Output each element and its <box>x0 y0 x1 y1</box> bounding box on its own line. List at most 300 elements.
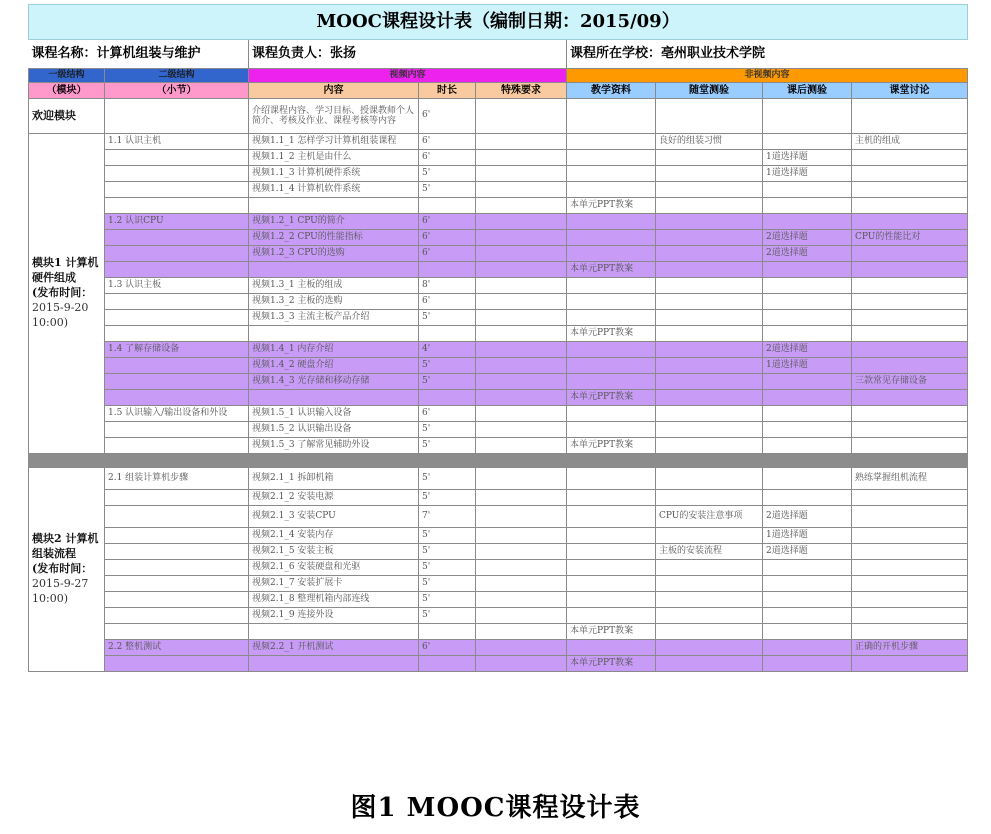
homework-cell <box>763 640 852 656</box>
discussion-cell <box>852 358 968 374</box>
discussion-cell: CPU的性能比对 <box>852 230 968 246</box>
quiz-cell <box>656 326 763 342</box>
materials-cell: 本单元PPT教案 <box>567 326 656 342</box>
quiz-cell <box>656 390 763 406</box>
special-cell <box>476 544 567 560</box>
special-cell <box>476 342 567 358</box>
table-row <box>29 374 968 390</box>
table-row <box>29 166 968 182</box>
video-content-cell <box>249 198 419 214</box>
quiz-cell <box>656 230 763 246</box>
video-content-cell: 视频2.1_6 安装硬盘和光驱 <box>249 560 419 576</box>
table-row <box>29 294 968 310</box>
duration-cell: 6' <box>419 294 476 310</box>
homework-cell <box>763 406 852 422</box>
video-content-cell <box>249 624 419 640</box>
duration-cell <box>419 390 476 406</box>
special-cell <box>476 150 567 166</box>
materials-cell <box>567 342 656 358</box>
discussion-cell <box>852 544 968 560</box>
materials-cell: 本单元PPT教案 <box>567 438 656 454</box>
duration-cell: 5' <box>419 490 476 506</box>
discussion-cell <box>852 656 968 672</box>
quiz-cell <box>656 406 763 422</box>
section-cell: 2.2 整机测试 <box>105 640 249 656</box>
materials-cell <box>567 608 656 624</box>
homework-cell <box>763 134 852 150</box>
table-row <box>29 198 968 214</box>
video-content-cell: 视频1.5_2 认识输出设备 <box>249 422 419 438</box>
special-cell <box>476 490 567 506</box>
duration-cell <box>419 262 476 278</box>
special-cell <box>476 310 567 326</box>
discussion-cell <box>852 182 968 198</box>
materials-cell <box>567 528 656 544</box>
header-video: 视频内容 <box>249 69 567 83</box>
materials-cell <box>567 468 656 490</box>
duration-cell: 6' <box>419 150 476 166</box>
discussion-cell <box>852 166 968 182</box>
header-level1: 一级结构 <box>29 69 105 83</box>
quiz-cell <box>656 358 763 374</box>
special-cell <box>476 624 567 640</box>
section-cell: 1.3 认识主板 <box>105 278 249 294</box>
table-row <box>29 262 968 278</box>
video-content-cell <box>249 390 419 406</box>
section-cell <box>105 528 249 544</box>
quiz-cell <box>656 656 763 672</box>
table-row <box>29 490 968 506</box>
duration-cell: 6' <box>419 640 476 656</box>
quiz-cell <box>656 294 763 310</box>
video-content-cell <box>249 262 419 278</box>
quiz-cell: 主板的安装流程 <box>656 544 763 560</box>
table-row <box>29 640 968 656</box>
homework-cell <box>763 576 852 592</box>
quiz-cell: 良好的组装习惯 <box>656 134 763 150</box>
materials-cell <box>567 246 656 262</box>
special-cell <box>476 576 567 592</box>
homework-cell <box>763 214 852 230</box>
discussion-cell <box>852 608 968 624</box>
duration-cell: 5' <box>419 166 476 182</box>
welcome-duration: 6' <box>419 99 476 134</box>
special-cell <box>476 262 567 278</box>
video-content-cell: 视频1.1_1 怎样学习计算机组装课程 <box>249 134 419 150</box>
video-content-cell: 视频2.2_1 开机测试 <box>249 640 419 656</box>
materials-cell <box>567 640 656 656</box>
special-cell <box>476 506 567 528</box>
discussion-cell <box>852 278 968 294</box>
special-cell <box>476 528 567 544</box>
course-design-table <box>28 4 968 672</box>
discussion-cell <box>852 390 968 406</box>
table-row <box>29 624 968 640</box>
discussion-cell: 主机的组成 <box>852 134 968 150</box>
quiz-cell <box>656 214 763 230</box>
discussion-cell <box>852 342 968 358</box>
special-cell <box>476 406 567 422</box>
materials-cell <box>567 374 656 390</box>
materials-cell <box>567 134 656 150</box>
section-cell <box>105 544 249 560</box>
table-row <box>29 576 968 592</box>
subheader-materials: 教学资料 <box>567 83 656 99</box>
module2-module-cell <box>29 468 105 672</box>
duration-cell: 4' <box>419 342 476 358</box>
homework-cell <box>763 438 852 454</box>
subheader-duration: 时长 <box>419 83 476 99</box>
module2-publish-label: (发布时间： <box>32 562 93 576</box>
quiz-cell: CPU的安装注意事项 <box>656 506 763 528</box>
materials-cell: 本单元PPT教案 <box>567 262 656 278</box>
quiz-cell <box>656 576 763 592</box>
quiz-cell <box>656 246 763 262</box>
homework-cell <box>763 656 852 672</box>
module1-module-cell <box>29 134 105 454</box>
duration-cell: 5' <box>419 422 476 438</box>
quiz-cell <box>656 640 763 656</box>
video-content-cell: 视频1.1_2 主机是由什么 <box>249 150 419 166</box>
materials-cell: 本单元PPT教案 <box>567 624 656 640</box>
section-cell <box>105 246 249 262</box>
homework-cell <box>763 608 852 624</box>
quiz-cell <box>656 310 763 326</box>
table-row <box>29 150 968 166</box>
quiz-cell <box>656 438 763 454</box>
special-cell <box>476 608 567 624</box>
discussion-cell <box>852 326 968 342</box>
section-cell: 2.1 组装计算机步骤 <box>105 468 249 490</box>
section-cell <box>105 560 249 576</box>
table-row <box>29 656 968 672</box>
header-nonvideo: 非视频内容 <box>567 69 968 83</box>
homework-cell: 2道选择题 <box>763 544 852 560</box>
homework-cell <box>763 490 852 506</box>
table-row <box>29 326 968 342</box>
special-cell <box>476 438 567 454</box>
module1-title: 模块1 计算机硬件组成 <box>32 256 99 285</box>
table-row <box>29 528 968 544</box>
discussion-cell: 三款常见存储设备 <box>852 374 968 390</box>
duration-cell <box>419 656 476 672</box>
homework-cell <box>763 294 852 310</box>
duration-cell <box>419 198 476 214</box>
discussion-cell <box>852 198 968 214</box>
quiz-cell <box>656 150 763 166</box>
duration-cell: 5' <box>419 528 476 544</box>
section-cell: 1.5 认识输入/输出设备和外设 <box>105 406 249 422</box>
section-cell <box>105 506 249 528</box>
quiz-cell <box>656 624 763 640</box>
section-cell <box>105 166 249 182</box>
video-content-cell: 视频1.4_3 光存储和移动存储 <box>249 374 419 390</box>
materials-cell <box>567 506 656 528</box>
video-content-cell: 视频2.1_5 安装主板 <box>249 544 419 560</box>
materials-cell <box>567 422 656 438</box>
section-cell <box>105 358 249 374</box>
course-lead: 课程负责人：张扬 <box>249 40 567 69</box>
section-cell: 1.4 了解存储设备 <box>105 342 249 358</box>
section-cell <box>105 182 249 198</box>
welcome-row <box>29 99 968 134</box>
video-content-cell: 视频2.1_7 安装扩展卡 <box>249 576 419 592</box>
header-level2: 二级结构 <box>105 69 249 83</box>
quiz-cell <box>656 278 763 294</box>
discussion-cell <box>852 576 968 592</box>
discussion-cell <box>852 592 968 608</box>
discussion-cell <box>852 528 968 544</box>
section-cell: 1.2 认识CPU <box>105 214 249 230</box>
discussion-cell <box>852 422 968 438</box>
duration-cell: 5' <box>419 310 476 326</box>
special-cell <box>476 640 567 656</box>
discussion-cell <box>852 294 968 310</box>
section-cell <box>105 422 249 438</box>
quiz-cell <box>656 198 763 214</box>
section-cell <box>105 390 249 406</box>
duration-cell: 5' <box>419 468 476 490</box>
subheader-quiz: 随堂测验 <box>656 83 763 99</box>
special-cell <box>476 246 567 262</box>
table-row <box>29 246 968 262</box>
materials-cell <box>567 544 656 560</box>
discussion-cell: 熟练掌握组机流程 <box>852 468 968 490</box>
homework-cell <box>763 326 852 342</box>
table-row <box>29 608 968 624</box>
special-cell <box>476 326 567 342</box>
section-cell <box>105 374 249 390</box>
materials-cell <box>567 214 656 230</box>
welcome-module: 欢迎模块 <box>29 99 105 134</box>
homework-cell <box>763 592 852 608</box>
homework-cell <box>763 560 852 576</box>
section-cell <box>105 490 249 506</box>
homework-cell: 1道选择题 <box>763 358 852 374</box>
section-cell <box>105 310 249 326</box>
quiz-cell <box>656 490 763 506</box>
discussion-cell <box>852 262 968 278</box>
discussion-cell <box>852 406 968 422</box>
duration-cell: 5' <box>419 358 476 374</box>
table-row <box>29 230 968 246</box>
section-cell <box>105 262 249 278</box>
table-row <box>29 342 968 358</box>
discussion-cell <box>852 310 968 326</box>
materials-cell <box>567 150 656 166</box>
materials-cell <box>567 576 656 592</box>
video-content-cell <box>249 656 419 672</box>
homework-cell <box>763 624 852 640</box>
sheet-title: MOOC课程设计表（编制日期：2015/09） <box>29 5 968 40</box>
materials-cell: 本单元PPT教案 <box>567 656 656 672</box>
video-content-cell: 视频1.3_3 主流主板产品介绍 <box>249 310 419 326</box>
duration-cell: 6' <box>419 406 476 422</box>
table-row <box>29 406 968 422</box>
materials-cell <box>567 490 656 506</box>
quiz-cell <box>656 166 763 182</box>
section-cell <box>105 592 249 608</box>
materials-cell <box>567 294 656 310</box>
special-cell <box>476 230 567 246</box>
section-cell <box>105 150 249 166</box>
welcome-content: 介绍课程内容、学习目标、授课教师个人简介、考核及作业、课程考核等内容 <box>249 99 419 134</box>
video-content-cell: 视频2.1_3 安装CPU <box>249 506 419 528</box>
table-row <box>29 544 968 560</box>
special-cell <box>476 390 567 406</box>
table-row <box>29 134 968 150</box>
homework-cell: 1道选择题 <box>763 528 852 544</box>
homework-cell <box>763 198 852 214</box>
special-cell <box>476 422 567 438</box>
module1-publish-date: 2015-9-20 10:00) <box>32 300 89 329</box>
section-cell <box>105 438 249 454</box>
materials-cell <box>567 406 656 422</box>
duration-cell: 5' <box>419 560 476 576</box>
duration-cell <box>419 624 476 640</box>
video-content-cell: 视频1.4_2 硬盘介绍 <box>249 358 419 374</box>
section-cell <box>105 326 249 342</box>
section-cell <box>105 294 249 310</box>
video-content-cell: 视频1.4_1 内存介绍 <box>249 342 419 358</box>
subheader-special: 特殊要求 <box>476 83 567 99</box>
quiz-cell <box>656 342 763 358</box>
duration-cell: 6' <box>419 214 476 230</box>
duration-cell: 6' <box>419 246 476 262</box>
special-cell <box>476 294 567 310</box>
quiz-cell <box>656 262 763 278</box>
duration-cell <box>419 326 476 342</box>
duration-cell: 5' <box>419 608 476 624</box>
homework-cell <box>763 390 852 406</box>
homework-cell <box>763 310 852 326</box>
video-content-cell: 视频2.1_9 连接外设 <box>249 608 419 624</box>
quiz-cell <box>656 560 763 576</box>
table-row <box>29 358 968 374</box>
duration-cell: 5' <box>419 576 476 592</box>
table-row <box>29 422 968 438</box>
duration-cell: 5' <box>419 182 476 198</box>
subheader-content: 内容 <box>249 83 419 99</box>
module2-publish-date: 2015-9-27 10:00) <box>32 576 89 605</box>
materials-cell <box>567 560 656 576</box>
homework-cell <box>763 468 852 490</box>
module1-publish-label: (发布时间： <box>32 286 93 300</box>
homework-cell: 1道选择题 <box>763 150 852 166</box>
subheader-homework: 课后测验 <box>763 83 852 99</box>
video-content-cell: 视频2.1_8 整理机箱内部连线 <box>249 592 419 608</box>
video-content-cell: 视频1.1_3 计算机硬件系统 <box>249 166 419 182</box>
duration-cell: 8' <box>419 278 476 294</box>
special-cell <box>476 592 567 608</box>
homework-cell: 2道选择题 <box>763 506 852 528</box>
homework-cell <box>763 374 852 390</box>
homework-cell <box>763 278 852 294</box>
materials-cell <box>567 358 656 374</box>
homework-cell: 2道选择题 <box>763 230 852 246</box>
special-cell <box>476 134 567 150</box>
special-cell <box>476 560 567 576</box>
subheader-section: （小节） <box>105 83 249 99</box>
duration-cell: 5' <box>419 374 476 390</box>
special-cell <box>476 278 567 294</box>
discussion-cell: 正确的开机步骤 <box>852 640 968 656</box>
special-cell <box>476 166 567 182</box>
quiz-cell <box>656 592 763 608</box>
quiz-cell <box>656 608 763 624</box>
table-row <box>29 560 968 576</box>
quiz-cell <box>656 528 763 544</box>
materials-cell: 本单元PPT教案 <box>567 198 656 214</box>
discussion-cell <box>852 560 968 576</box>
section-cell <box>105 198 249 214</box>
table-row <box>29 438 968 454</box>
table-row <box>29 182 968 198</box>
homework-cell <box>763 422 852 438</box>
video-content-cell: 视频2.1_1 拆卸机箱 <box>249 468 419 490</box>
discussion-cell <box>852 490 968 506</box>
video-content-cell: 视频1.2_1 CPU的简介 <box>249 214 419 230</box>
duration-cell: 5' <box>419 592 476 608</box>
duration-cell: 5' <box>419 544 476 560</box>
section-cell <box>105 608 249 624</box>
module-separator <box>29 454 968 468</box>
video-content-cell: 视频1.3_2 主板的选购 <box>249 294 419 310</box>
table-row <box>29 592 968 608</box>
video-content-cell: 视频1.5_3 了解常见辅助外设 <box>249 438 419 454</box>
duration-cell: 6' <box>419 230 476 246</box>
subheader-discussion: 课堂讨论 <box>852 83 968 99</box>
table-row <box>29 468 968 490</box>
table-row <box>29 310 968 326</box>
quiz-cell <box>656 374 763 390</box>
quiz-cell <box>656 468 763 490</box>
table-row <box>29 214 968 230</box>
discussion-cell <box>852 438 968 454</box>
discussion-cell <box>852 506 968 528</box>
duration-cell: 6' <box>419 134 476 150</box>
video-content-cell: 视频2.1_2 安装电源 <box>249 490 419 506</box>
video-content-cell: 视频1.2_2 CPU的性能指标 <box>249 230 419 246</box>
homework-cell: 1道选择题 <box>763 166 852 182</box>
table-row <box>29 278 968 294</box>
quiz-cell <box>656 182 763 198</box>
homework-cell <box>763 182 852 198</box>
materials-cell <box>567 166 656 182</box>
section-cell <box>105 576 249 592</box>
duration-cell: 7' <box>419 506 476 528</box>
subheader-module: （模块） <box>29 83 105 99</box>
special-cell <box>476 198 567 214</box>
video-content-cell: 视频1.5_1 认识输入设备 <box>249 406 419 422</box>
section-cell <box>105 624 249 640</box>
table-row <box>29 390 968 406</box>
special-cell <box>476 374 567 390</box>
special-cell <box>476 468 567 490</box>
discussion-cell <box>852 214 968 230</box>
homework-cell: 2道选择题 <box>763 246 852 262</box>
video-content-cell: 视频1.3_1 主板的组成 <box>249 278 419 294</box>
course-school: 课程所在学校：亳州职业技术学院 <box>567 40 968 69</box>
video-content-cell: 视频1.1_4 计算机软件系统 <box>249 182 419 198</box>
homework-cell <box>763 262 852 278</box>
section-cell <box>105 230 249 246</box>
homework-cell: 2道选择题 <box>763 342 852 358</box>
course-name: 课程名称：计算机组装与维护 <box>29 40 249 69</box>
discussion-cell <box>852 246 968 262</box>
materials-cell <box>567 592 656 608</box>
video-content-cell: 视频1.2_3 CPU的选购 <box>249 246 419 262</box>
